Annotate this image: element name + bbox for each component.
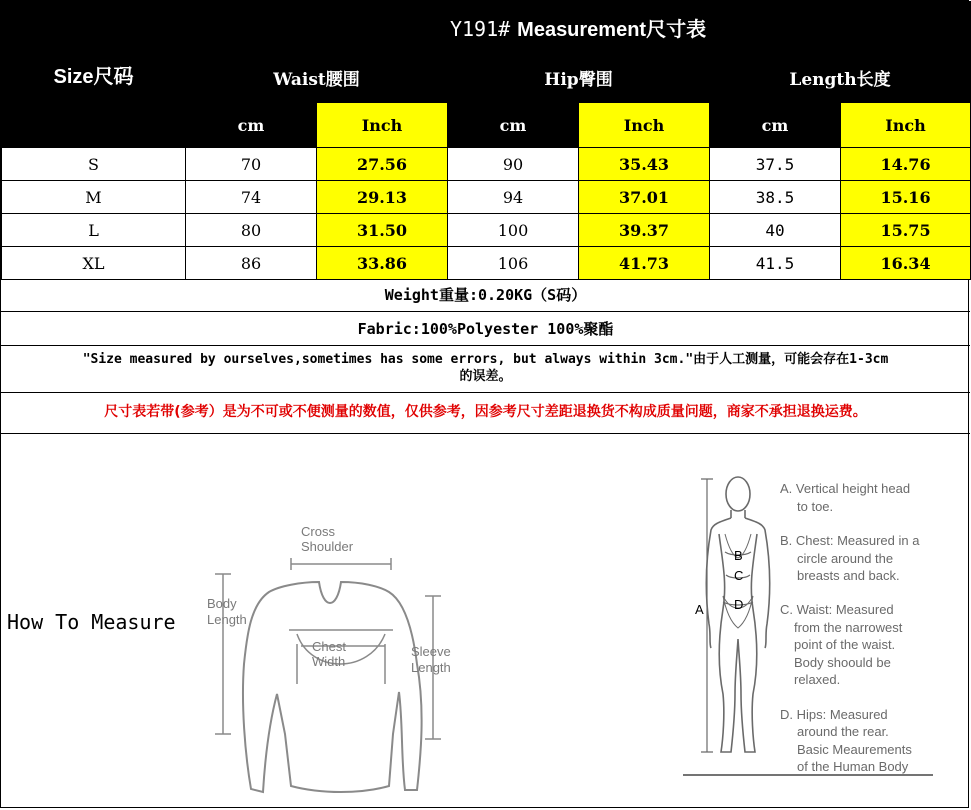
measurement-word: Measurement [517,18,647,41]
length-cm-cell: 38.5 [710,181,841,214]
instruction-line: Body shoould be [794,655,891,670]
instruction-line: C. Waist: Measured [780,602,894,617]
waist-cm-cell: 74 [186,181,317,214]
table-row [2,148,971,181]
instruction-line: from the narrowest [794,620,903,635]
waist-inch-cell: 29.13 [317,181,448,214]
weight-note: Weight重量:0.20KG（S码） [1,279,970,312]
hip-inch-cell: 41.73 [579,247,710,280]
instruction-line: point of the waist. [794,637,896,652]
length-cm-cell: 40 [710,214,841,247]
sleeve-length-label: Length [411,660,451,675]
length-inch-cell: 15.16 [841,181,971,214]
instruction-line: A. Vertical height head [780,481,911,496]
instruction-line: D. Hips: Measured [780,707,888,722]
human-body-outline [706,477,770,752]
instruction-line: B. Chest: Measured in a [780,533,920,548]
waist-inch-cell: 27.56 [317,148,448,181]
cross-shoulder-label: Shoulder [301,539,354,554]
instruction-line: around the rear. [797,724,889,739]
fabric-note: Fabric:100%Polyester 100%聚酯 [1,312,970,346]
unit-cm: cm [186,103,317,148]
waist-cm-cell: 86 [186,247,317,280]
hip-cm-cell: 94 [448,181,579,214]
table-row [2,214,971,247]
chest-width-label: Width [312,654,346,669]
body-length-label: Length [207,612,247,627]
waist-inch-cell: 33.86 [317,247,448,280]
size-cell: M [2,181,186,214]
measurement-error-line: "Size measured by ourselves,sometimes has some errors, but always within 3cm."由于人工测量，可能会存在1-3cm [82,352,889,367]
measurement-error-line: 的误差。 [459,369,512,384]
waist-cm-cell: 80 [186,214,317,247]
size-table [1,1,971,280]
unit-cm: cm [448,103,579,148]
measurement-error-note [1,346,970,393]
measurement-instructions [780,481,920,774]
cross-shoulder-label: Cross [301,524,335,539]
chart-title [186,2,971,53]
length-inch-cell: 16.34 [841,247,971,280]
body-marker-d: D [734,597,744,612]
hip-cm-cell: 90 [448,148,579,181]
garment-sketch [243,582,422,792]
length-inch-cell: 14.76 [841,148,971,181]
sleeve-length-label: Sleeve [411,644,451,659]
title-suffix: 尺寸表 [646,16,707,41]
instruction-line: Basic Meaurements [797,742,912,757]
model-number: Y191# [449,16,511,41]
waist-group-header: Waist腰围 [186,53,448,103]
body-marker-a: A [695,602,704,617]
table-row [2,181,971,214]
table-row [2,247,971,280]
body-marker-c: C [734,568,744,583]
hip-group-header: Hip臀围 [448,53,710,103]
length-group-header: Length长度 [710,53,971,103]
instruction-line: to toe. [797,499,834,514]
unit-inch: Inch [317,103,448,148]
body-marker-b: B [734,548,743,563]
how-to-measure-title: How To Measure [7,610,176,634]
hip-inch-cell: 37.01 [579,181,710,214]
reference-disclaimer: 尺寸表若带(参考）是为不可或不便测量的数值，仅供参考，因参考尺寸差距退换货不构成质量问题，商家不承担退换运费。 [1,393,970,434]
measurement-illustrations [1,434,970,809]
waist-cm-cell: 70 [186,148,317,181]
chest-width-label: Chest [312,639,346,654]
size-header: Size尺码 [2,2,186,148]
length-cm-cell: 41.5 [710,247,841,280]
unit-cm: cm [710,103,841,148]
waist-inch-cell: 31.50 [317,214,448,247]
unit-inch: Inch [579,103,710,148]
size-cell: S [2,148,186,181]
length-cm-cell: 37.5 [710,148,841,181]
hip-cm-cell: 106 [448,247,579,280]
instruction-line: relaxed. [794,672,841,687]
hip-cm-cell: 100 [448,214,579,247]
length-inch-cell: 15.75 [841,214,971,247]
instruction-line: of the Human Body [797,759,909,774]
size-cell: XL [2,247,186,280]
size-cell: L [2,214,186,247]
hip-inch-cell: 35.43 [579,148,710,181]
instruction-line: breasts and back. [797,568,900,583]
hip-inch-cell: 39.37 [579,214,710,247]
unit-inch: Inch [841,103,971,148]
body-length-label: Body [207,596,237,611]
instruction-line: circle around the [797,551,894,566]
